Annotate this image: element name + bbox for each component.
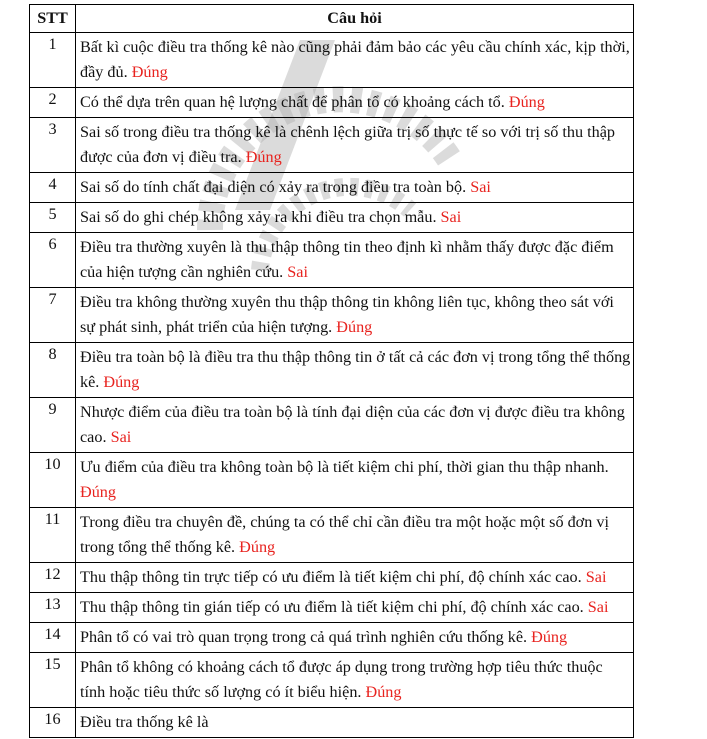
- table-row: [30, 398, 634, 453]
- question-cell: [76, 203, 634, 233]
- question-cell: [76, 398, 634, 453]
- answer-label: Sai: [470, 178, 491, 196]
- table-row: [30, 623, 634, 653]
- answer-label: Đúng: [508, 93, 545, 111]
- question-text: Sai số trong điều tra thống kê là chênh lệch giữa trị số thực tế so với trị số thu thập được của đơn vị điều tra.: [80, 123, 616, 166]
- table-row: [30, 343, 634, 398]
- table-row: [30, 593, 634, 623]
- answer-label: Đúng: [245, 148, 282, 166]
- question-text: Thu thập thông tin gián tiếp có ưu điểm là tiết kiệm chi phí, độ chính xác cao.: [80, 598, 584, 616]
- question-text: Nhược điểm của điều tra toàn bộ là tính đại diện của các đơn vị được điều tra không cao.: [80, 403, 625, 446]
- row-number: 11: [30, 508, 76, 563]
- table-row: [30, 233, 634, 288]
- question-text: Phân tổ không có khoảng cách tổ được áp dụng trong trường hợp tiêu thức thuộc tính hoặc tiêu thức số lượng có ít biểu hiện.: [80, 658, 603, 701]
- question-text: Thu thập thông tin trực tiếp có ưu điểm là tiết kiệm chi phí, độ chính xác cao.: [80, 568, 582, 586]
- row-number: 10: [30, 453, 76, 508]
- table-row: [30, 203, 634, 233]
- header-stt: STT: [30, 5, 76, 33]
- question-cell: [76, 33, 634, 88]
- question-text: Điều tra thống kê là: [80, 713, 209, 731]
- answer-label: Sai: [587, 598, 609, 616]
- row-number: 5: [30, 203, 76, 233]
- answer-label: Đúng: [531, 628, 568, 646]
- row-number: 16: [30, 708, 76, 738]
- question-table: [29, 4, 634, 738]
- question-cell: [76, 708, 634, 738]
- question-cell: [76, 288, 634, 343]
- table-row: [30, 563, 634, 593]
- header-question: Câu hỏi: [76, 5, 634, 33]
- answer-label: Sai: [440, 208, 462, 226]
- row-number: 15: [30, 653, 76, 708]
- answer-label: Đúng: [336, 318, 373, 336]
- answer-label: Đúng: [131, 63, 168, 81]
- table-header-row: [30, 5, 634, 33]
- answer-label: Sai: [110, 428, 132, 446]
- question-text: Có thể dựa trên quan hệ lượng chất để phân tổ có khoảng cách tổ.: [80, 93, 505, 111]
- answer-label: Sai: [287, 263, 308, 281]
- question-cell: [76, 563, 634, 593]
- answer-label: Sai: [585, 568, 607, 586]
- question-cell: [76, 343, 634, 398]
- question-text: Ưu điểm của điều tra không toàn bộ là tiết kiệm chi phí, thời gian thu thập nhanh.: [80, 458, 609, 476]
- question-text: Trong điều tra chuyên đề, chúng ta có thể chỉ cần điều tra một hoặc một số đơn vị trong tổng thể thống kê.: [80, 513, 609, 556]
- row-number: 4: [30, 173, 76, 203]
- row-number: 8: [30, 343, 76, 398]
- row-number: 7: [30, 288, 76, 343]
- answer-label: Đúng: [239, 538, 276, 556]
- question-text: Điều tra không thường xuyên thu thập thông tin không liên tục, không theo sát với sự phát sinh, phát triển của hiện tượng.: [80, 293, 614, 336]
- question-text: Phân tổ có vai trò quan trọng trong cả quá trình nghiên cứu thống kê.: [80, 628, 528, 646]
- row-number: 2: [30, 88, 76, 118]
- row-number: 3: [30, 118, 76, 173]
- row-number: 1: [30, 33, 76, 88]
- question-cell: [76, 593, 634, 623]
- question-text: Điều tra thường xuyên là thu thập thông tin theo định kì nhằm thấy được đặc điểm của hiện tượng cần nghiên cứu.: [80, 238, 614, 281]
- row-number: 9: [30, 398, 76, 453]
- question-cell: [76, 653, 634, 708]
- question-cell: [76, 453, 634, 508]
- row-number: 13: [30, 593, 76, 623]
- table-row: [30, 708, 634, 738]
- table-row: [30, 508, 634, 563]
- question-text: Bất kì cuộc điều tra thống kê nào cũng phải đảm bảo các yêu cầu chính xác, kịp thời, đầy đủ.: [80, 38, 630, 81]
- table-row: [30, 453, 634, 508]
- answer-label: Đúng: [365, 683, 402, 701]
- question-cell: [76, 88, 634, 118]
- question-text: Sai số do ghi chép không xảy ra khi điều tra chọn mẫu.: [80, 208, 437, 226]
- answer-label: Đúng: [103, 373, 140, 391]
- table-row: [30, 88, 634, 118]
- row-number: 6: [30, 233, 76, 288]
- answer-label: Đúng: [80, 483, 116, 501]
- question-text: Điều tra toàn bộ là điều tra thu thập thông tin ở tất cả các đơn vị trong tổng thể thống kê.: [80, 348, 631, 391]
- table-row: [30, 288, 634, 343]
- row-number: 12: [30, 563, 76, 593]
- question-cell: [76, 118, 634, 173]
- question-cell: [76, 623, 634, 653]
- row-number: 14: [30, 623, 76, 653]
- table-row: [30, 653, 634, 708]
- question-cell: [76, 233, 634, 288]
- question-cell: [76, 173, 634, 203]
- question-cell: [76, 508, 634, 563]
- table-row: [30, 33, 634, 88]
- table-row: [30, 118, 634, 173]
- table-row: [30, 173, 634, 203]
- question-text: Sai số do tính chất đại diện có xảy ra trong điều tra toàn bộ.: [80, 178, 467, 196]
